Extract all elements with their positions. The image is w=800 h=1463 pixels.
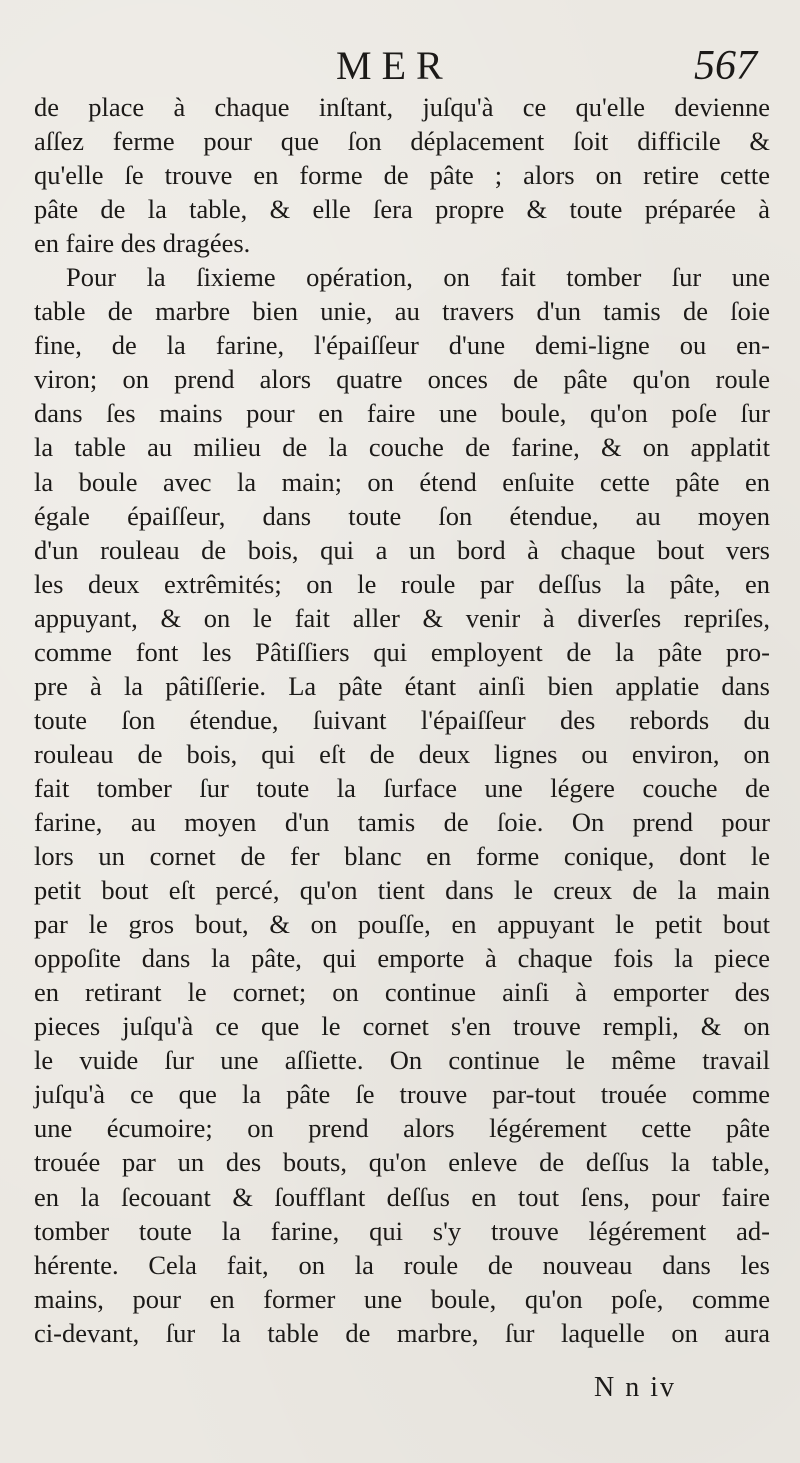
text-line: le vuide ſur une aſſiette. On continue le même travail bbox=[34, 1045, 770, 1076]
text-line: mains, pour en former une boule, qu'on poſe, comme bbox=[34, 1283, 770, 1314]
text-line: farine, au moyen d'un tamis de ſoie. On prend pour bbox=[34, 806, 770, 837]
text-line: ci-devant, ſur la table de marbre, ſur laquelle on aura bbox=[34, 1317, 770, 1348]
text-line: pre à la pâtiſſerie. La pâte étant ainſi bien applatie dans bbox=[34, 670, 770, 701]
text-line: rouleau de bois, qui eſt de deux lignes ou environ, on bbox=[34, 738, 770, 769]
text-line: de place à chaque inſtant, juſqu'à ce qu'elle devienne bbox=[34, 92, 770, 122]
text-line: en faire des dragées. bbox=[34, 228, 251, 259]
text-line: trouée par un des bouts, qu'on enleve de deſſus la table, bbox=[34, 1147, 770, 1178]
running-title: MER bbox=[336, 43, 453, 88]
text-line: fine, de la farine, l'épaiſſeur d'une demi-ligne ou en- bbox=[34, 330, 770, 361]
running-head bbox=[0, 38, 800, 98]
text-line: toute ſon étendue, ſuivant l'épaiſſeur des rebords du bbox=[34, 704, 770, 735]
text-line: hérente. Cela fait, on la roule de nouveau dans les bbox=[34, 1249, 770, 1280]
text-line: oppoſite dans la pâte, qui emporte à chaque fois la piece bbox=[34, 943, 770, 974]
text-line: dans ſes mains pour en faire une boule, qu'on poſe ſur bbox=[34, 398, 770, 429]
text-line: juſqu'à ce que la pâte ſe trouve par-tout trouée comme bbox=[34, 1079, 770, 1110]
text-line: en la ſecouant & ſoufflant deſſus en tout ſens, pour faire bbox=[34, 1181, 770, 1212]
text-line: qu'elle ſe trouve en forme de pâte ; alors on retire cette bbox=[34, 160, 770, 191]
text-line: aſſez ferme pour que ſon déplacement ſoit difficile & bbox=[34, 126, 770, 157]
text-line: fait tomber ſur toute la ſurface une légere couche de bbox=[34, 772, 770, 803]
text-line: les deux extrêmités; on le roule par deſſus la pâte, en bbox=[34, 568, 770, 599]
text-line: appuyant, & on le fait aller & venir à diverſes repriſes, bbox=[34, 602, 770, 633]
text-line: en retirant le cornet; on continue ainſi à emporter des bbox=[34, 977, 770, 1008]
text-line: petit bout eſt percé, qu'on tient dans le creux de la main bbox=[34, 875, 770, 906]
text-line: égale épaiſſeur, dans toute ſon étendue, au moyen bbox=[34, 500, 770, 531]
page-number: 567 bbox=[694, 43, 757, 89]
text-line: table de marbre bien unie, au travers d'un tamis de ſoie bbox=[34, 296, 770, 327]
paragraph-start-line: Pour la ſixieme opération, on fait tomber ſur une bbox=[66, 262, 770, 293]
text-line: lors un cornet de fer blanc en forme conique, dont le bbox=[34, 841, 770, 872]
text-line: d'un rouleau de bois, qui a un bord à chaque bout vers bbox=[34, 534, 770, 565]
text-line: une écumoire; on prend alors légérement cette pâte bbox=[34, 1113, 770, 1144]
text-line: pieces juſqu'à ce que le cornet s'en trouve rempli, & on bbox=[34, 1011, 770, 1042]
text-line: pâte de la table, & elle ſera propre & toute préparée à bbox=[34, 194, 770, 225]
text-line: la boule avec la main; on étend enſuite cette pâte en bbox=[34, 466, 770, 497]
text-line: comme font les Pâtiſſiers qui employent de la pâte pro- bbox=[34, 636, 770, 667]
text-line: la table au milieu de la couche de farine, & on applatit bbox=[34, 432, 770, 463]
text-line: tomber toute la farine, qui s'y trouve légérement ad- bbox=[34, 1215, 770, 1246]
text-line: viron; on prend alors quatre onces de pâte qu'on roule bbox=[34, 364, 770, 395]
signature-mark: N n iv bbox=[594, 1372, 676, 1403]
text-line: par le gros bout, & on pouſſe, en appuyant le petit bout bbox=[34, 909, 770, 940]
body-text bbox=[34, 90, 770, 1350]
